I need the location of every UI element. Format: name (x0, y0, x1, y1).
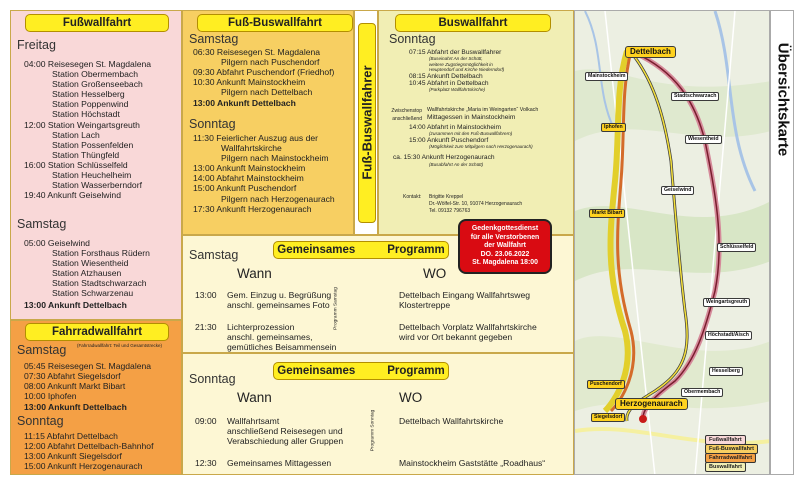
fuss-day2-arrival: 13:00 Ankunft Dettelbach (24, 300, 127, 310)
map-title-strip (770, 10, 794, 475)
schedule-line: Station Schwarzenau (52, 288, 134, 299)
legend-fahrradwallfahrt: Fahrradwallfahrt (705, 453, 756, 463)
fuss-day1-schedule (24, 59, 151, 200)
prog-sat-wann: Wann (237, 266, 272, 281)
schedule-line: 16:00 Station Schlüsselfeld (24, 159, 128, 170)
schedule-line: Wallfahrtsamt (227, 416, 280, 426)
prog-sat-r2-what (227, 322, 336, 352)
prog-sun-day: Sonntag (189, 372, 236, 386)
prog-sat-r1-time: 13:00 (195, 290, 217, 300)
legend-fuss-buswallfahrt: Fuß-Buswallfahrt (705, 444, 758, 454)
rad-day1-arrival: 13:00 Ankunft Dettelbach (24, 402, 127, 412)
programm-sonntag-panel (182, 353, 574, 475)
prog-sun-wo: WO (399, 390, 423, 405)
fusswallfahrt-title: Fußwallfahrt (25, 14, 169, 32)
schedule-line: 12:00 Abfahrt Dettelbach-Bahnhof (24, 441, 154, 452)
prog-sat-title: Gemeinsames Programm (273, 241, 449, 259)
schedule-line: Wallfahrtskirche (221, 143, 282, 154)
schedule-line: 15:00 Ankunft Puschendorf (193, 183, 297, 194)
schedule-line: gemütliches Beisammensein (227, 342, 337, 353)
fahrradwallfahrt-title: Fahrradwallfahrt (25, 323, 169, 341)
buswallfahrt-panel (378, 10, 574, 235)
schedule-line: Pilgern nach Mainstockheim (221, 153, 329, 164)
rad-day1-schedule (24, 361, 151, 401)
schedule-line: Dettelbach Wallfahrtskirche (399, 416, 504, 426)
fussbus-day1-arrival: 13:00 Ankunft Dettelbach (193, 98, 296, 108)
schedule-line: Station Atzhausen (52, 268, 122, 279)
prog-sat-r2-where (399, 322, 537, 342)
schedule-line: anschl. gemeinsames Foto (227, 300, 330, 311)
schedule-line: 13:00 Ankunft Siegelsdorf (24, 451, 122, 462)
schedule-line: 19:40 Ankunft Geiselwind (24, 190, 121, 201)
map-label-herzogenaurach[interactable]: Herzogenaurach (615, 398, 688, 410)
map-label-stadtschwarzach[interactable]: Stadtschwarzach (671, 92, 719, 101)
schedule-line: Station Possenfelden (52, 139, 134, 150)
map-label-puschendorf[interactable]: Puschendorf (587, 380, 625, 389)
schedule-line: 08:00 Ankunft Markt Bibart (24, 381, 126, 392)
fuss-buswallfahrt-panel (182, 10, 354, 235)
prog-sun-r1-what (227, 416, 343, 446)
prog-sat-wo: WO (423, 266, 447, 281)
map-label-siegelsdorf[interactable]: Siegelsdorf (591, 413, 625, 422)
prog-sat-r2-time: 21:30 (195, 322, 217, 332)
legend-fusswallfahrt: Fußwallfahrt (705, 435, 746, 445)
fuss-buswallfahrt-title: Fuß-Buswallfahrt (197, 14, 353, 32)
fuss-day2-schedule (24, 238, 150, 299)
schedule-line: 14:00 Abfahrt Mainstockheim (193, 173, 304, 184)
schedule-line: Gemeinsames Mittagessen (227, 458, 332, 468)
rad-note: (Fahrradwallfahrt: Teil und Gesamtstrecke) (77, 343, 162, 348)
schedule-line: 10:30 Ankunft Mainstockheim (193, 77, 306, 88)
prog-sun-wann: Wann (237, 390, 272, 405)
schedule-line: Pilgern nach Dettelbach (221, 87, 313, 98)
fuss-day2: Samstag (17, 217, 67, 231)
rad-day2: Sonntag (17, 414, 64, 428)
memorial-line-1: Gedenkgottesdienst (471, 225, 539, 232)
fussbus-vertical-banner (354, 10, 378, 235)
schedule-line: Gem. Einzug u. Begrüßung (227, 290, 332, 300)
memorial-line-3: der Wallfahrt (484, 242, 526, 250)
schedule-line: Pilgern nach Puschendorf (221, 57, 320, 68)
rad-day1: Samstag (17, 343, 67, 357)
prog-sat-side-label: Programm Samstag (333, 287, 339, 330)
fusswallfahrt-panel (10, 10, 182, 320)
schedule-line: Pilgern nach Herzogenaurach (221, 193, 335, 204)
map-label-weingartsgreuth[interactable]: Weingartsgreuth (703, 298, 750, 307)
map-label-wiesentheid[interactable]: Wiesentheid (685, 135, 722, 144)
fuss-day1: Freitag (17, 38, 56, 52)
prog-sun-title: Gemeinsames Programm (273, 362, 449, 380)
map-label-obermembach[interactable]: Obermembach (681, 388, 723, 397)
schedule-line: 11:30 Feierlicher Auszug aus der (193, 133, 318, 143)
schedule-line: Station Forsthaus Rüdern (52, 248, 150, 259)
map-title: Übersichtskarte (774, 42, 792, 157)
fussbus-day2: Sonntag (189, 117, 236, 131)
prog-sun-r2-time: 12:30 (195, 458, 217, 468)
map-label-geiselwind[interactable]: Geiselwind (661, 186, 694, 195)
fussbus-day2-schedule (193, 133, 335, 214)
schedule-line: Station Thüngfeld (52, 149, 120, 160)
schedule-line: Station Hesselberg (52, 89, 125, 100)
contact-block: Brigitte Kreppel Dr.-Wölfel-Str. 10, 91074 Herzogenaurach Tel. 09132 796763 (429, 194, 523, 214)
schedule-line: Station Wiesentheid (52, 258, 129, 269)
fussbus-day1-schedule (193, 47, 334, 97)
schedule-line: Station Großenseebach (52, 79, 143, 90)
map-label-mainstockheim[interactable]: Mainstockheim (585, 72, 628, 81)
schedule-line: Verabschiedung aller Gruppen (227, 436, 344, 447)
bus-final-note: (Busabfahrt An der Schütt) (429, 162, 484, 167)
contact-label: Kontakt: (403, 194, 422, 200)
prog-sat-r1-where (399, 290, 530, 310)
schedule-line: Station Poppenwind (52, 99, 129, 110)
bus-final-arrival: ca. 15:30 Ankunft Herzogenaurach (393, 154, 495, 161)
map-label-hesselberg[interactable]: Hesselberg (709, 367, 743, 376)
schedule-line: 11:15 Abfahrt Dettelbach (24, 431, 118, 441)
schedule-line: 15:00 Ankunft Herzogenaurach (24, 461, 143, 472)
schedule-line: Station Heuchelheim (52, 170, 132, 181)
map-label-markt-bibart[interactable]: Markt Bibart (589, 209, 625, 218)
map-label-dettelbach[interactable]: Dettelbach (625, 46, 676, 58)
schedule-line: 05:00 Geiselwind (24, 238, 90, 248)
schedule-line: Station Obermembach (52, 69, 138, 80)
memorial-service-box (458, 219, 552, 274)
bus-stop-text: Wallfahrtskirche „Maria im Weingarten“ Volkach (427, 107, 539, 113)
schedule-line: Dettelbach Eingang Wallfahrtsweg (399, 290, 531, 300)
bus-day: Sonntag (389, 32, 436, 46)
map-label-hoechstadt[interactable]: Höchstadt/Aisch (705, 331, 752, 340)
schedule-line: 04:00 Reisesegen St. Magdalena (24, 59, 152, 69)
fussbus-vertical-label: Fuß-Buswallfahrer (359, 65, 375, 180)
schedule-line: 13:00 Ankunft Mainstockheim (193, 163, 306, 174)
prog-sat-r1-what (227, 290, 331, 310)
schedule-line: 10:00 Iphofen (24, 391, 77, 402)
memorial-line-4: DO. 23.06.2022 (480, 250, 530, 258)
legend-buswallfahrt: Buswallfahrt (705, 462, 746, 472)
schedule-line: Station Wasserberndorf (52, 180, 142, 191)
prog-sun-side-label: Programm Sonntag (370, 409, 376, 452)
fussbus-day1: Samstag (189, 32, 239, 46)
schedule-line: wird vor Ort bekannt gegeben (399, 332, 513, 343)
schedule-line: Lichterprozession (227, 322, 295, 332)
buswallfahrt-title: Buswallfahrt (395, 14, 551, 32)
schedule-line: anschließend Reisesegen und (227, 426, 343, 437)
map-label-schluesselfeld[interactable]: Schlüsselfeld (717, 243, 756, 252)
prog-sat-day: Samstag (189, 248, 239, 262)
schedule-line: 07:30 Abfahrt Siegelsdorf (24, 371, 121, 382)
memorial-line-5: St. Magdalena 18:00 (472, 259, 538, 267)
bus-after-text: Mittagessen in Mainstockheim (427, 114, 516, 121)
schedule-line: Station Höchstadt (52, 109, 120, 120)
bus-stop-label: Zwischenstop (391, 108, 422, 114)
schedule-line: 06:30 Reisesegen St. Magdalena (193, 47, 321, 57)
bus-schedule: 07:15 Abfahrt der Buswallfahrer (Buseinahrt An der Schütt, weitere Zugstiegsmöglichkeit in Heuptendorf und Kirche Niederndorf) 08:15 Ankunft Dettelbach 10:45 Abfahrt in Dettelbach (Parkplatz Wallfahrtskirche) (409, 49, 505, 93)
schedule-line: Mainstockheim Gaststätte „Roadhaus“ (399, 458, 546, 468)
schedule-line: 12:00 Station Weingartsgreuth (24, 119, 140, 130)
schedule-line: 17:30 Ankunft Herzogenaurach (193, 203, 312, 214)
schedule-line: Klostertreppe (399, 300, 451, 311)
schedule-line: anschl. gemeinsames, (227, 332, 313, 343)
schedule-line: 09:30 Abfahrt Puschendorf (Friedhof) (193, 67, 335, 78)
schedule-line: Station Lach (52, 129, 100, 140)
prog-sun-r2-what (227, 458, 331, 468)
schedule-line: Station Stadtschwarzach (52, 278, 147, 289)
prog-sun-r2-where (399, 458, 545, 468)
schedule-line: 05:45 Reisesegen St. Magdalena (24, 361, 152, 371)
bus-schedule-2: 14:00 Abfahrt in Mainstockheim (zusammen mit den Fuß-Buswallfahrern) 15:00 Ankunft Puschendorf (Möglichkeit zum Mitpilgern nach Herzogenaurach) (409, 124, 533, 149)
prog-sun-r1-time: 09:00 (195, 416, 217, 426)
rad-day2-schedule (24, 431, 153, 471)
fahrradwallfahrt-panel (10, 320, 182, 475)
bus-after-label: anschließend (392, 116, 422, 122)
schedule-line: Dettelbach Vorplatz Wallfahrtskirche (399, 322, 537, 332)
overview-map[interactable] (574, 10, 770, 475)
memorial-line-2: für alle Verstorbenen (470, 233, 540, 241)
map-label-iphofen[interactable]: Iphofen (601, 123, 626, 132)
prog-sun-r1-where (399, 416, 503, 426)
